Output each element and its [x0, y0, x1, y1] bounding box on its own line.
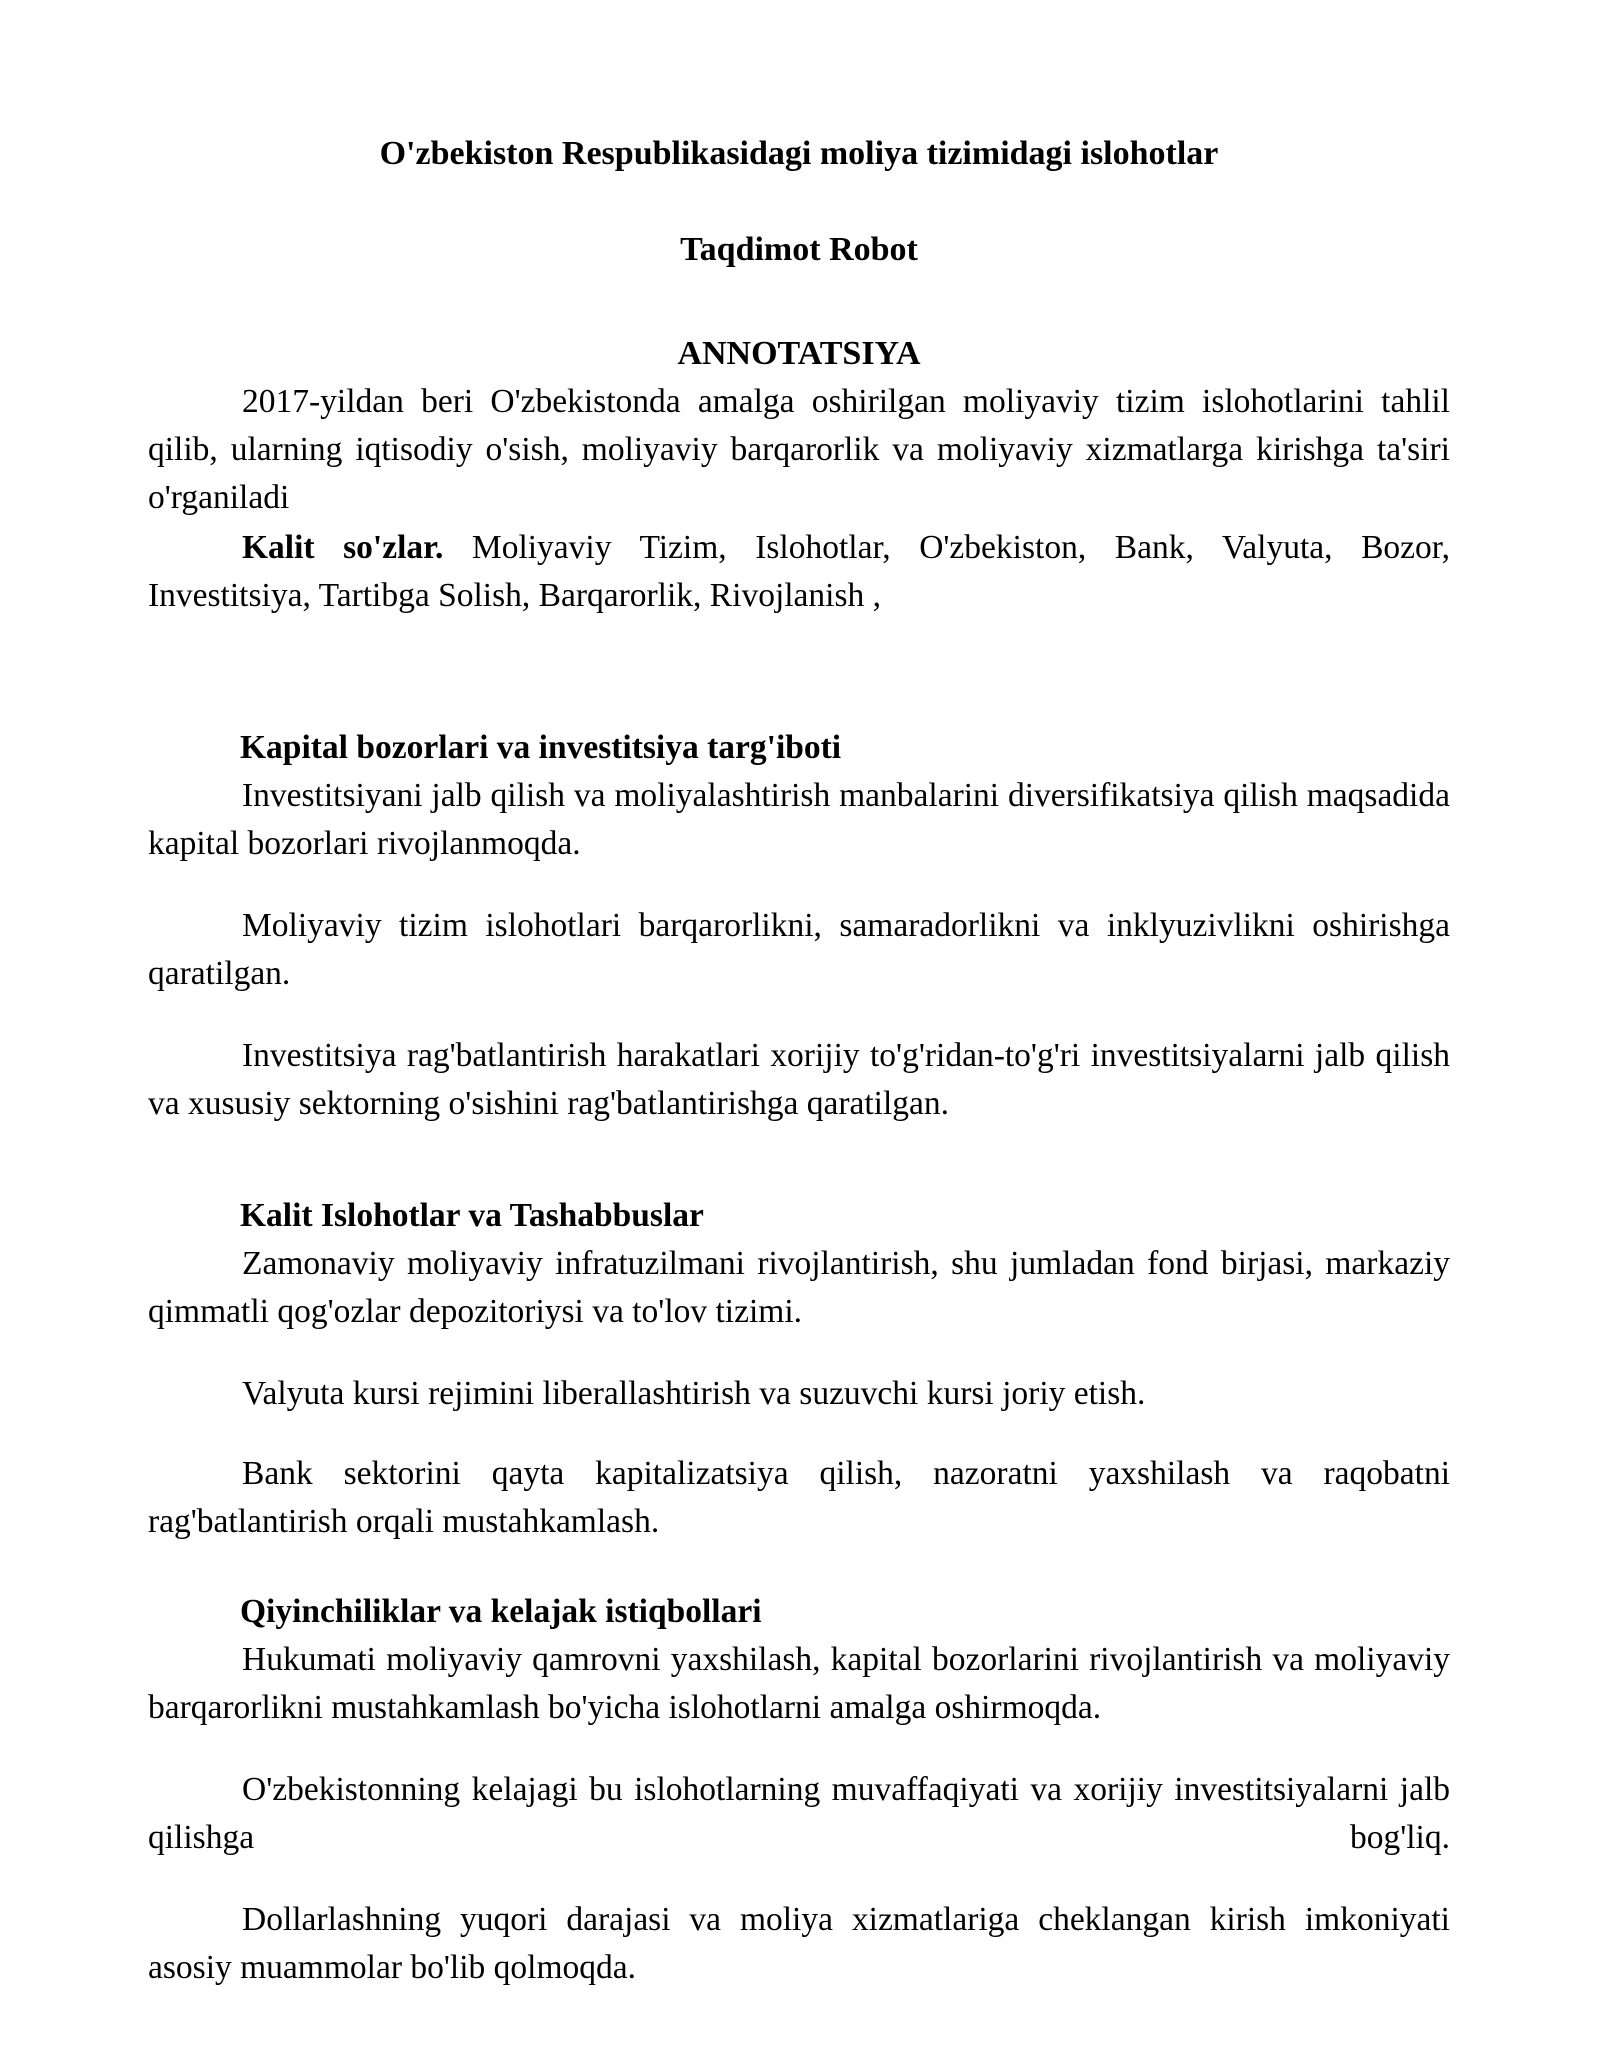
- section-heading: Kapital bozorlari va investitsiya targ'iboti: [240, 729, 842, 766]
- section-heading: Kalit Islohotlar va Tashabbuslar: [240, 1197, 704, 1234]
- section-heading: Qiyinchiliklar va kelajak istiqbollari: [240, 1593, 762, 1630]
- section-paragraph: Zamonaviy moliyaviy infratuzilmani rivojlantirish, shu jumladan fond birjasi, markaziy qimmatli qog'ozlar depozitoriysi va to'lov tizimi.: [148, 1245, 1450, 1330]
- keywords-text: Moliyaviy Tizim, Islohotlar, O'zbekiston, Bank, Valyuta, Bozor, Investitsiya, Tartibga Solish, Barqarorlik, Rivojlanish ,: [148, 529, 1450, 614]
- section-paragraph: Bank sektorini qayta kapitalizatsiya qilish, nazoratni yaxshilash va raqobatni rag'batlantirish orqali mustahkamlash.: [148, 1455, 1450, 1540]
- keywords-label: Kalit so'zlar.: [242, 529, 444, 566]
- section-paragraph: Hukumati moliyaviy qamrovni yaxshilash, kapital bozorlarini rivojlantirish va moliyaviy barqarorlikni mustahkamlash bo'yicha islohotlarni amalga oshirmoqda.: [148, 1641, 1450, 1726]
- section-paragraph: Dollarlashning yuqori darajasi va moliya xizmatlariga cheklangan kirish imkoniyati asosiy muammolar bo'lib qolmoqda.: [148, 1901, 1450, 1986]
- section-paragraph: Investitsiya rag'batlantirish harakatlari xorijiy to'g'ridan-to'g'ri investitsiyalarni jalb qilish va xususiy sektorning o'sishini rag'batlantirishga qaratilgan.: [148, 1037, 1450, 1122]
- abstract-text: 2017-yildan beri O'zbekistonda amalga oshirilgan moliyaviy tizim islohotlarini tahlil qilib, ularning iqtisodiy o'sish, moliyaviy barqarorlik va moliyaviy xizmatlarga kirishga ta'siri o'rganiladi: [148, 383, 1450, 516]
- document-author: Taqdimot Robot: [680, 231, 918, 268]
- section-paragraph: Valyuta kursi rejimini liberallashtirish va suzuvchi kursi joriy etish.: [242, 1375, 1146, 1412]
- section-paragraph: Moliyaviy tizim islohotlari barqarorlikni, samaradorlikni va inklyuzivlikni oshirishga qaratilgan.: [148, 907, 1450, 992]
- keywords-paragraph: [148, 524, 1450, 620]
- abstract-heading: ANNOTATSIYA: [677, 335, 921, 372]
- section-paragraph: Investitsiyani jalb qilish va moliyalashtirish manbalarini diversifikatsiya qilish maqsadida kapital bozorlari rivojlanmoqda.: [148, 777, 1450, 862]
- document-title: O'zbekiston Respublikasidagi moliya tizimidagi islohotlar: [379, 135, 1219, 172]
- section-paragraph: O'zbekistonning kelajagi bu islohotlarning muvaffaqiyati va xorijiy investitsiyalarni jalb qilishga bog'liq.: [148, 1771, 1450, 1856]
